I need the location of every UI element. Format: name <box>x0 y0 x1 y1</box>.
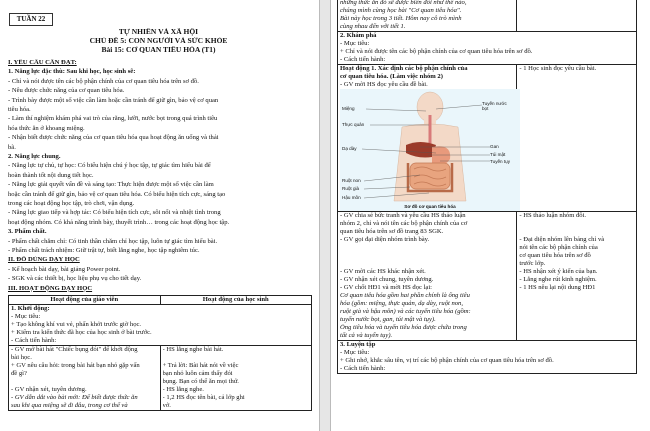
body-line: hoặc cần tránh để giữ gìn, bảo vệ cơ quan tiêu hóa. Có biểu hiện tích cực, sáng tạo <box>8 190 226 198</box>
cell-line: - 1 HS nêu lại nội dung HĐ1 <box>519 284 596 291</box>
diagram-label: Tuyến nước bọt <box>482 101 507 111</box>
page-gap <box>320 0 330 431</box>
body-line: hoạt động nhóm. Có khả năng trình bày, thuyết trình… trong các hoạt động học tập. <box>8 218 230 226</box>
diagram-label: Thực quản <box>342 122 365 127</box>
body-line: I. YÊU CẦU CẦN ĐẠT: <box>8 59 77 66</box>
right-table-top <box>337 0 637 374</box>
body-line: - Làm thí nghiệm khám phá vai trò của răng, lưỡi, nước bọt trong quá trình tiêu <box>8 115 218 123</box>
body-line: hóa thức ăn ở khoang miệng. <box>8 124 85 132</box>
cell-line: cơ quan tiêu hóa. (Làm việc nhóm 2) <box>340 73 443 80</box>
cell-line: bụng. Bạn có thể ăn mọi thứ. <box>162 378 239 385</box>
cell-line <box>519 220 634 228</box>
body-line: - SGK và các thiết bị, học liệu phụ vụ cho tiết dạy. <box>8 275 142 283</box>
body-line: - Năng lực giải quyết vấn đề và sáng tạo: Thực hiện được một số việc cần làm <box>8 181 214 189</box>
cell-line: Bài này học trong 3 tiết. Hôm nay cô trò mình <box>340 15 462 22</box>
col-student-header: Hoạt động của học sinh <box>160 296 312 305</box>
cell-line <box>340 244 514 252</box>
cell-line: - HS thảo luận nhóm đôi. <box>519 212 587 219</box>
cell-line: - Lắng nghe rút kinh nghiệm. <box>519 276 597 283</box>
cell-line: - GV chốt HĐ1 và mời HS đọc lại: <box>340 284 433 291</box>
cell-line: tuyến nước bọt, gan, túi mật và tụy). <box>340 316 436 323</box>
cell-line: + Kiểm tra kiến thức đã học của học sinh ở bài trước. <box>11 329 152 336</box>
cell-line: - GV nhận xét, tuyên dương. <box>11 386 87 393</box>
cell-line: - GV dẫn dắt vào bài mới: Để biết được thức ăn <box>11 394 138 401</box>
body-line: - Kế hoạch bài dạy, bài giảng Power point. <box>8 265 121 273</box>
body-line: - Trình bày được một số việc cần làm hoặc cần tránh để giữ gìn, bảo vệ cơ quan <box>8 96 219 104</box>
cell-line: + Ghi nhớ, khắc sâu tên, vị trí các bộ phận chính của cơ quan tiêu hóa trên sơ đồ. <box>340 357 554 364</box>
diagram-label: Túi mật <box>490 152 506 157</box>
cell-line: cơ quan tiêu hóa trên sơ đồ <box>519 252 591 259</box>
cell-line: nói tên các bộ phận chính của <box>519 244 598 251</box>
body-line: trong các hoạt động học tập, trò chơi, vận dụng. <box>8 200 135 207</box>
cell-line: những thức ăn đó sẽ được biến đổi như thế nào, <box>340 0 467 6</box>
cell-line: - Đại diện nhóm lên bảng chỉ và <box>519 236 605 243</box>
diagram-label: Ruột già <box>342 186 360 191</box>
lesson-title: Bài 15: CƠ QUAN TIÊU HÓA (T1) <box>101 46 216 54</box>
cell-line <box>340 252 514 260</box>
cell-line: - HS nhận xét ý kiến của bạn. <box>519 268 598 275</box>
body-line: - Nhận biết được chức năng của cơ quan tiêu hóa qua hoạt động ăn uống và thải <box>8 134 219 142</box>
cell-line: - Mục tiêu: <box>340 40 370 47</box>
activity1-teacher-cell <box>338 65 517 212</box>
topic-title: CHỦ ĐỀ 5: CON NGƯỜI VÀ SỨC KHỎE <box>89 37 228 45</box>
student-cell <box>160 346 312 411</box>
cell-line: Ống tiêu hóa và tuyến tiêu hóa được chứa trong <box>340 324 467 331</box>
col-teacher-header: Hoạt động của giáo viên <box>9 296 161 305</box>
cell-line: - GV chia sẻ bức tranh và yêu cầu HS thảo luận <box>340 212 466 219</box>
cell-line: + Tạo không khí vui vẻ, phấn khởi trước giờ học. <box>11 321 142 328</box>
cell-line <box>11 378 158 386</box>
cell-line: - HS lắng nghe. <box>162 386 204 393</box>
diagram-label: Ruột non <box>342 178 361 183</box>
cell-line: - Mục tiêu: <box>340 349 370 356</box>
teacher-cell <box>9 346 161 411</box>
after-teacher-cell <box>338 212 517 341</box>
diagram-label: Miệng <box>342 106 355 111</box>
body-line: 2. Năng lực chung. <box>8 153 61 160</box>
body-line: tiêu hóa. <box>8 106 31 113</box>
intro-teacher-cell <box>338 0 517 32</box>
section3-cell <box>338 341 637 374</box>
cell-line: 2. Khám phá <box>340 32 377 39</box>
cell-line: - Mục tiêu: <box>11 313 41 320</box>
cell-line <box>340 260 514 268</box>
cell-line: + Chỉ và nói được tên các bộ phận chính của cơ quan tiêu hóa trên sơ đồ. <box>340 48 533 55</box>
cell-line: tất cả và tuyến tụy). <box>340 332 393 339</box>
cell-line: - Cách tiến hành: <box>340 56 386 63</box>
cell-line: - GV mời các HS khác nhận xét. <box>340 268 426 275</box>
cell-line: - 1,2 HS đọc tên bài, cả lớp ghi <box>162 394 245 401</box>
cell-line: sau khi qua miệng sẽ đi đâu, trong cơ thể và <box>11 402 128 409</box>
week-tag: TUẦN 22 <box>9 13 53 26</box>
body-line: bã. <box>8 143 16 151</box>
after-student-cell <box>517 212 637 341</box>
cell-line: quan tiêu hóa trên sơ đồ trang 83 SGK. <box>340 228 444 235</box>
left-page <box>0 0 320 431</box>
cell-line: - HS lắng nghe bài hát. <box>162 346 224 353</box>
cell-line: - GV gọi đại diện nhóm trình bày. <box>340 236 430 243</box>
body-line: - Chỉ và nói được tên các bộ phận chính của cơ quan tiêu hóa trên sơ đồ. <box>8 77 199 85</box>
cell-line: - GV mở bài hát "Chiếc bụng đói" để khởi động <box>11 346 138 353</box>
cell-line: Cơ quan tiêu hóa gồm hai phần chính là ống tiêu <box>340 292 470 299</box>
cell-line: + Trả lời: Bài hát nói về việc <box>162 362 239 369</box>
cell-line: - GV nhận xét chung, tuyên dương. <box>340 276 434 283</box>
cell-line: - Cách tiến hành: <box>11 337 57 344</box>
body-line: - Năng lực giao tiếp và hợp tác: Có biểu hiện tích cực, sôi nổi và nhiệt tình trong <box>8 209 221 217</box>
activity1-student-cell <box>517 65 637 212</box>
intro-student-cell <box>517 0 637 32</box>
diagram-label: Tuyến tụy <box>490 159 511 164</box>
activity1-student-text: - 1 Học sinh đọc yêu cầu bài. <box>519 65 597 72</box>
body-line: - Phẩm chất trách nhiệm: Giữ trật tự, biết lắng nghe, học tập nghiêm túc. <box>8 247 200 254</box>
subject-title: TỰ NHIÊN VÀ XÃ HỘI <box>118 28 199 36</box>
cell-line: chúng mình cùng học bài "Cơ quan tiêu hóa". <box>340 7 462 14</box>
cell-line: 1. Khởi động: <box>11 305 50 312</box>
cell-line: hóa (gồm: miệng, thực quản, dạ dày, ruột non, <box>340 300 464 307</box>
body-line: III. HOẠT ĐỘNG DẠY HỌC <box>8 284 93 292</box>
body-line: II. ĐỒ DÙNG DẠY HỌC <box>8 256 80 264</box>
diagram-label: Hậu môn <box>342 195 361 200</box>
cell-line: trước lớp. <box>519 260 546 267</box>
cell-line: 3. Luyện tập <box>340 341 376 348</box>
body-line: 3. Phẩm chất. <box>8 228 47 236</box>
cell-line: - Cách tiến hành: <box>340 365 386 372</box>
body-line: hoàn thành tốt nội dung tiết học. <box>8 171 94 179</box>
diagram-label: Gan <box>490 144 499 149</box>
cell-line: + GV nêu câu hỏi: trong bài hát bạn nhỏ gặp vấn <box>11 362 140 369</box>
cell-line: vở. <box>162 402 171 409</box>
body-line: - Năng lực tự chủ, tự học: Có biểu hiện chú ý học tập, tự giác tìm hiểu bài để <box>8 162 211 170</box>
cell-line: bài học. <box>11 354 32 361</box>
activity-table <box>8 295 312 411</box>
cell-line: - GV mời HS đọc yêu cầu đề bài. <box>340 81 428 88</box>
diagram-label: Dạ dày <box>342 146 357 151</box>
body-line: - Phẩm chất chăm chỉ: Có tinh thần chăm chỉ học tập, luôn tự giác tìm hiểu bài. <box>8 237 218 245</box>
intro-cell <box>9 305 312 346</box>
cell-line: bạn nhỏ luôn cảm thấy đói <box>162 370 233 377</box>
section2-cell <box>338 32 637 65</box>
cell-line: nhóm 2, chỉ và nói tên các bộ phận chính của cơ <box>340 220 468 227</box>
cell-line <box>163 354 310 362</box>
cell-line: Hoạt động 1. Xác định các bộ phận chính của <box>340 65 468 72</box>
body-line: 1. Năng lực đặc thù: Sau khi học, học sinh sẽ: <box>8 68 136 76</box>
diagram-caption: Sơ đồ cơ quan tiêu hóa <box>404 204 456 209</box>
cell-line: đề gì? <box>11 370 27 377</box>
cell-line: ruột già và hậu môn) và các tuyến tiêu hóa (gồm: <box>340 308 471 315</box>
cell-line: cùng nhau đến với tiết 1. <box>340 23 406 30</box>
right-page <box>330 0 650 431</box>
body-line: - Nêu được chức năng của cơ quan tiêu hóa. <box>8 87 125 95</box>
cell-line <box>519 228 634 236</box>
